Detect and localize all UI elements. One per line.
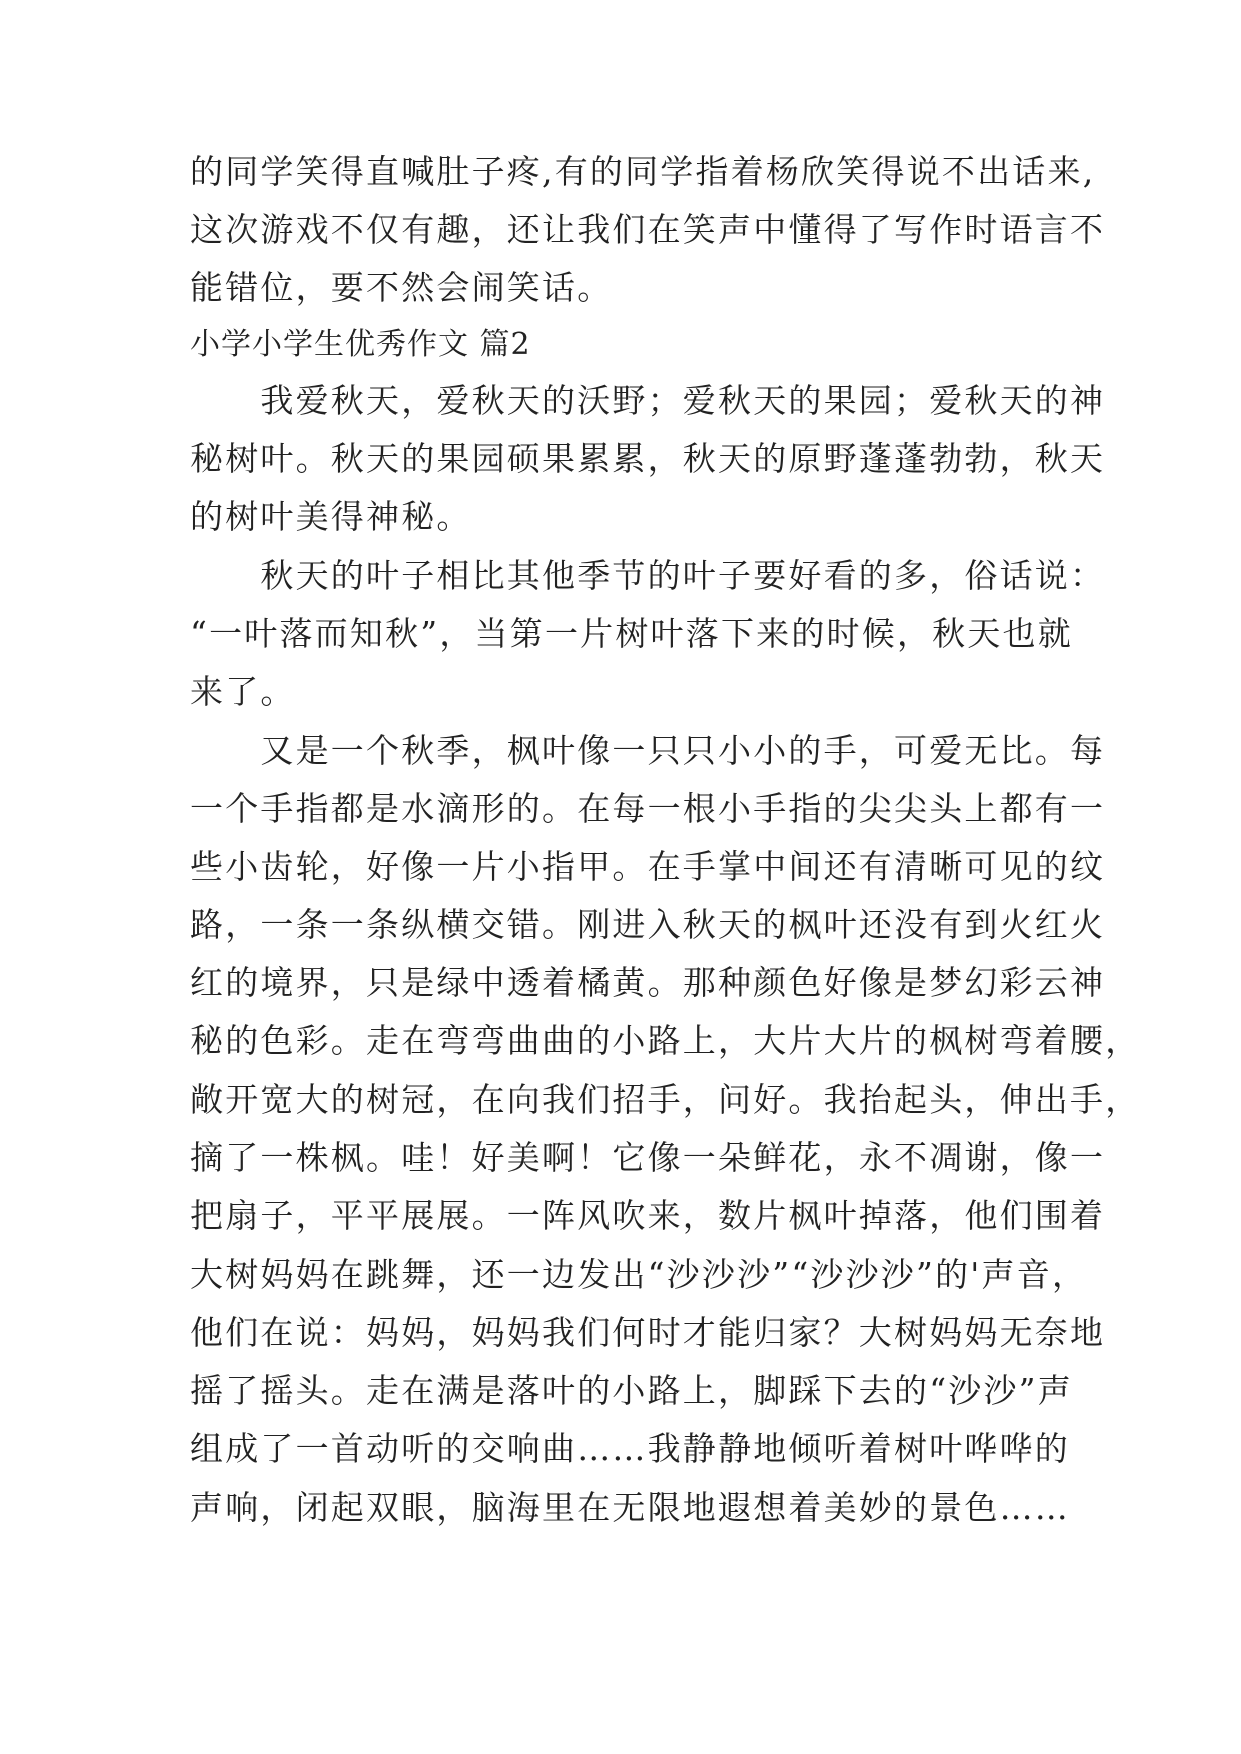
text-line: 些小齿轮，好像一片小指甲。在手掌中间还有清晰可见的纹 [190, 847, 1106, 886]
text-line: 秋天的叶子相比其他季节的叶子要好看的多，俗话说： [190, 556, 1106, 595]
text-line: 秘树叶。秋天的果园硕果累累，秋天的原野蓬蓬勃勃，秋天 [190, 439, 1106, 478]
text-line: 声响，闭起双眼，脑海里在无限地遐想着美妙的景色…… [190, 1488, 1070, 1527]
text-line: 红的境界，只是绿中透着橘黄。那种颜色好像是梦幻彩云神 [190, 963, 1106, 1002]
text-line: “一叶落而知秋”，当第一片树叶落下来的时候，秋天也就 [190, 614, 1073, 653]
text-line: 的树叶美得神秘。 [190, 497, 472, 536]
text-line: 来了。 [190, 672, 296, 711]
text-line: 路，一条一条纵横交错。刚进入秋天的枫叶还没有到火红火 [190, 905, 1106, 944]
text-line: 我爱秋天，爱秋天的沃野；爱秋天的果园；爱秋天的神 [190, 381, 1106, 420]
text-line: 又是一个秋季，枫叶像一只只小小的手，可爱无比。每 [190, 731, 1106, 770]
text-line: 摇了摇头。走在满是落叶的小路上，脚踩下去的“沙沙”声 [190, 1371, 1073, 1410]
text-line: 一个手指都是水滴形的。在每一根小手指的尖尖头上都有一 [190, 789, 1106, 828]
text-line: 组成了一首动听的交响曲……我静静地倾听着树叶哗哗的 [190, 1429, 1070, 1468]
text-line: 摘了一株枫。哇！好美啊！它像一朵鲜花，永不凋谢，像一 [190, 1138, 1106, 1177]
text-line: 能错位，要不然会闹笑话。 [190, 268, 613, 307]
text-line: 秘的色彩。走在弯弯曲曲的小路上，大片大片的枫树弯着腰， [190, 1021, 1141, 1060]
text-line: 的同学笑得直喊肚子疼,有的同学指着杨欣笑得说不出话来, [190, 152, 1096, 191]
text-line: 这次游戏不仅有趣，还让我们在笑声中懂得了写作时语言不 [190, 210, 1106, 249]
text-line: 把扇子，平平展展。一阵风吹来，数片枫叶掉落，他们围着 [190, 1196, 1106, 1235]
text-line: 大树妈妈在跳舞，还一边发出“沙沙沙”“沙沙沙”的'声音， [190, 1255, 1088, 1294]
text-line: 他们在说：妈妈，妈妈我们何时才能归家？大树妈妈无奈地 [190, 1313, 1106, 1352]
text-line: 敞开宽大的树冠，在向我们招手，问好。我抬起头，伸出手， [190, 1080, 1141, 1119]
section-title: 小学小学生优秀作文 篇2 [190, 327, 531, 362]
